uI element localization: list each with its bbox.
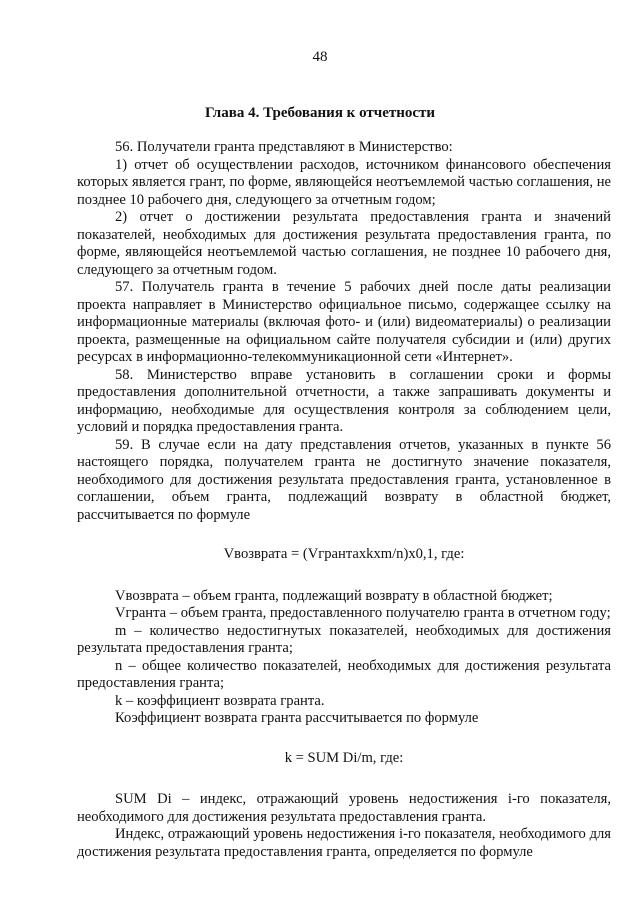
chapter-heading: Глава 4. Требования к отчетности	[204, 105, 436, 121]
definition-k: k – коэффициент возврата гранта.	[115, 692, 325, 709]
paragraph-57: 57. Получатель гранта в течение 5 рабочих дней после даты реализации проекта направляет в Министерство официальное письмо, содержащее ссылку на информационные материалы (включая фото- и (или) видеоматериалы) о реализации проекта, размещенные на официальном сайте получателя субсидии и (или) других ресурсах в информационно-телекоммуникационной сети «Интернет».	[77, 279, 611, 365]
definition-v-grant: Vгранта – объем гранта, предоставленного получателю гранта в отчетном году;	[115, 605, 611, 621]
definition-n: n – общее количество показателей, необходимых для достижения результата предоставления гранта;	[77, 657, 611, 691]
page-number: 48	[312, 49, 328, 65]
paragraph-59: 59. В случае если на дату представления отчетов, указанных в пункте 56 настоящего порядка, получателем гранта не достигнуто значение показателя, необходимого для достижения результата предоставления гранта, установленное в соглашении, объем гранта, подлежащий возврату в областной бюджет, рассчитывается по формуле	[77, 436, 611, 523]
formula-return-volume: Vвозврата = (Vгрантаxkxm/n)x0,1, где:	[223, 546, 465, 562]
definition-m: m – количество недостигнутых показателей, необходимых для достижения результата предоставления гранта;	[77, 622, 611, 656]
formula-coefficient: k = SUM Di/m, где:	[284, 749, 404, 766]
definition-v-return: Vвозврата – объем гранта, подлежащий возврату в областной бюджет;	[115, 587, 553, 604]
coefficient-intro: Коэффициент возврата гранта рассчитывается по формуле	[115, 710, 479, 726]
index-intro: Индекс, отражающий уровень недостижения i-го показателя, необходимого для достижения результата предоставления гранта, определяется по формуле	[77, 826, 611, 860]
paragraph-56: 56. Получатели гранта представляют в Министерство:	[115, 139, 453, 155]
paragraph-56-item-1: 1) отчет об осуществлении расходов, источником финансового обеспечения которых является грант, по форме, являющейся неотъемлемой частью соглашения, не позднее 10 рабочего дня, следующего за отчетным годом;	[77, 156, 611, 208]
definition-sum-di: SUM Di – индекс, отражающий уровень недостижения i-го показателя, необходимого для достижения результата предоставления гранта.	[77, 791, 611, 825]
document-body	[77, 139, 611, 861]
paragraph-56-item-2: 2) отчет о достижении результата предоставления гранта и значений показателей, необходимых для достижения результата предоставления гранта, по форме, являющейся неотъемлемой частью соглашения, не позднее 10 рабочего дня, следующего за отчетным годом.	[77, 209, 611, 278]
paragraph-58: 58. Министерство вправе установить в соглашении сроки и формы предоставления дополнительной отчетности, а также запрашивать документы и информацию, необходимые для осуществления контроля за соблюдением цели, условий и порядка предоставления гранта.	[77, 366, 611, 435]
